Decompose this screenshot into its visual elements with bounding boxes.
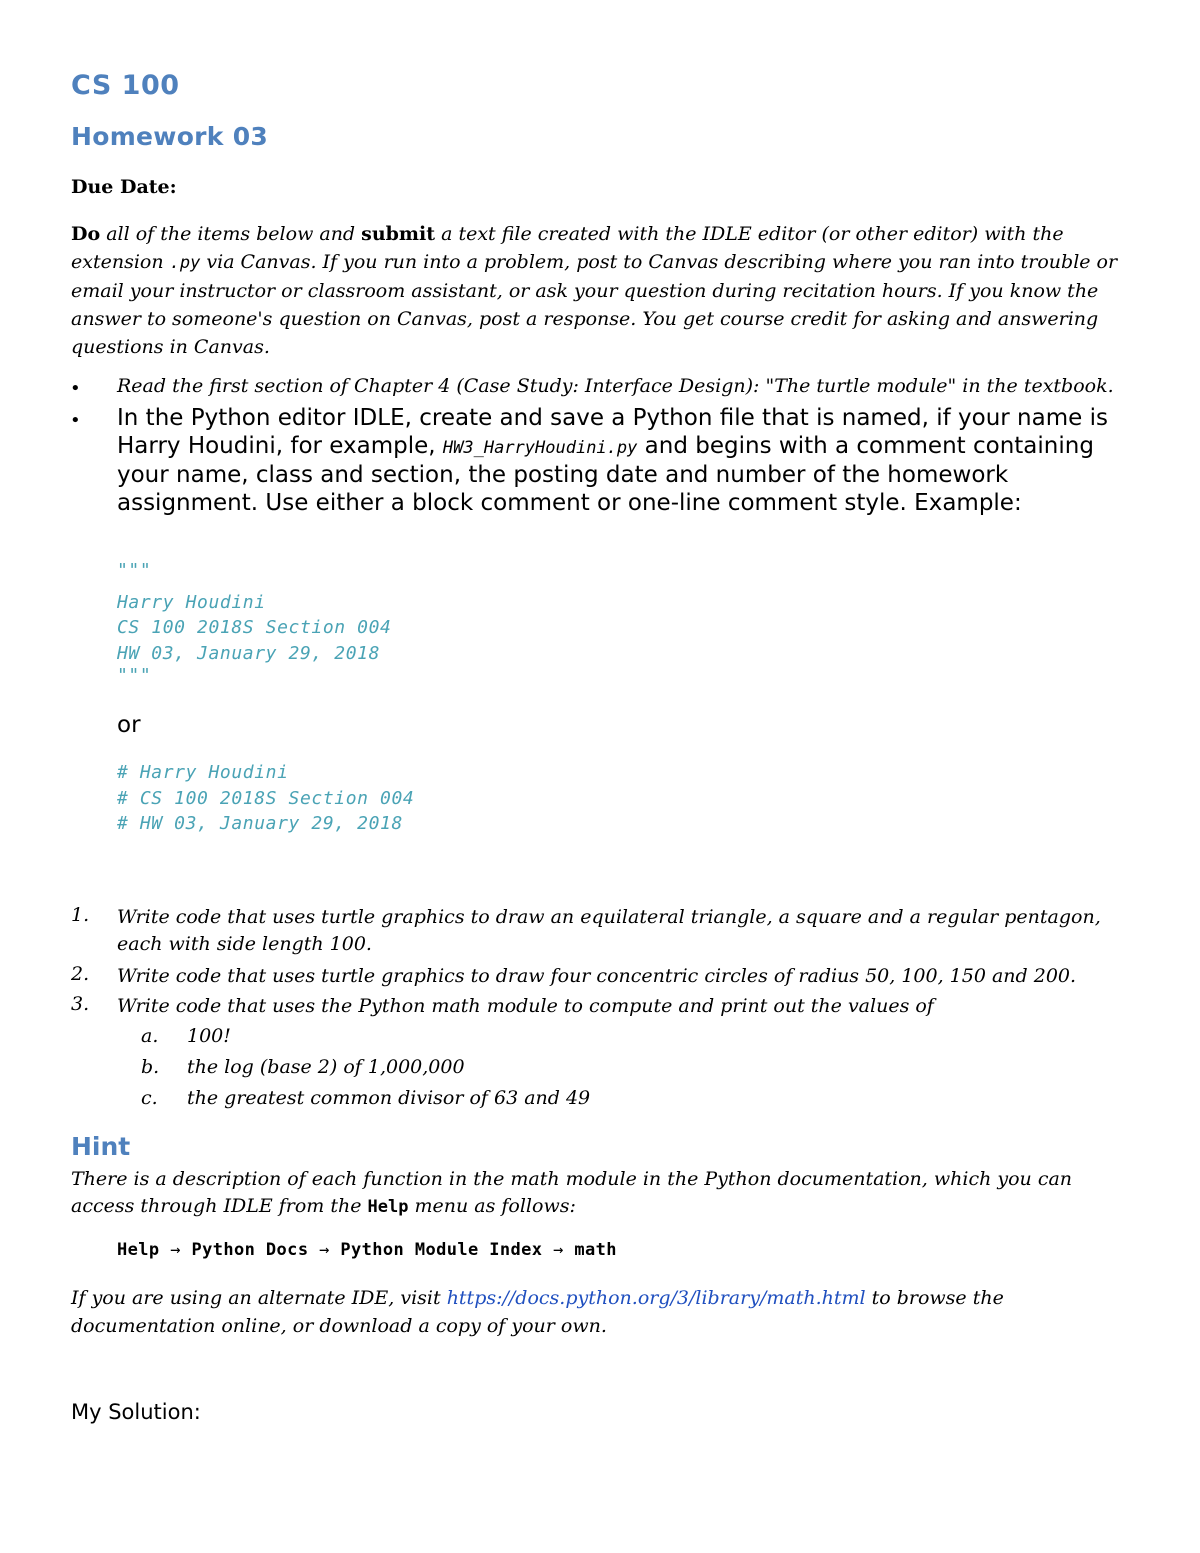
task-text: Write code that uses the Python math module to compute and print out the values of xyxy=(117,995,934,1017)
block-comment-open: """ xyxy=(117,560,152,581)
subtask-letter: b. xyxy=(141,1056,160,1078)
alternate-ide-paragraph xyxy=(71,1284,1131,1340)
bullet-marker: • xyxy=(70,410,81,431)
subtask-text: the log (base 2) of 1,000,000 xyxy=(187,1056,465,1078)
task-number: 1. xyxy=(71,904,90,926)
subtask-text: 100! xyxy=(187,1025,231,1047)
subtask-text: the greatest common divisor of 63 and 49 xyxy=(187,1087,591,1109)
arrow-right-icon: → xyxy=(553,1240,564,1260)
intro-extension: .py xyxy=(169,253,201,273)
homework-title: Homework 03 xyxy=(71,122,269,151)
hint-text-2: menu as follows: xyxy=(408,1195,576,1217)
arrow-right-icon: → xyxy=(170,1240,181,1260)
line-comment: # HW 03, January 29, 2018 xyxy=(117,813,403,834)
or-label: or xyxy=(117,712,141,738)
course-title: CS 100 xyxy=(71,70,180,101)
arrow-right-icon: → xyxy=(319,1240,330,1260)
task-text: Write code that uses turtle graphics to draw an equilateral triangle, a square and a regular pentagon, each with side length 100. xyxy=(117,906,1101,955)
hint-paragraph xyxy=(71,1166,1131,1221)
due-date-label: Due Date: xyxy=(71,176,177,198)
my-solution-label: My Solution: xyxy=(71,1400,201,1424)
example-filename: HW3_HarryHoudini.py xyxy=(442,437,638,458)
bullet-item-reading: Read the first section of Chapter 4 (Case Study: Interface Design): "The turtle module" in the textbook. xyxy=(117,375,1114,397)
bullet-item-text-2: and begins with a comment containing your name, class and section, the posting date and number of the homework assignment. Use either a block comment or one-line comment style. Example: xyxy=(117,432,1094,516)
menu-python-docs: Python Docs xyxy=(191,1240,309,1260)
subtask-letter: a. xyxy=(141,1025,159,1047)
block-comment-line: HW 03, January 29, 2018 xyxy=(117,643,381,664)
intro-text-2: a text file created with the IDLE editor (or other editor) with the extension xyxy=(71,223,1064,273)
block-comment-close: """ xyxy=(117,665,152,686)
line-comment: # CS 100 2018S Section 004 xyxy=(117,788,415,809)
block-comment-line: Harry Houdini xyxy=(117,592,266,613)
menu-path xyxy=(117,1240,617,1260)
line-comment: # Harry Houdini xyxy=(117,762,289,783)
help-menu-word: Help xyxy=(367,1197,409,1217)
alt-text-2: to browse the documentation online, or download a copy of your own. xyxy=(71,1287,1004,1337)
bullet-item-text-1: In the Python editor IDLE, create and save a Python file that is named, if your name is Harry Houdini, for example, xyxy=(117,405,1108,459)
intro-text-3: via Canvas. If you run into a problem, post to Canvas describing where you ran into trouble or email your instructor or classroom assistant, or ask your question during recitation hours. If you know the answer to someone's question on Canvas, post a response. You get course credit for asking and answering questions in Canvas. xyxy=(71,251,1118,358)
hint-heading: Hint xyxy=(71,1132,131,1161)
intro-do-word: Do xyxy=(71,223,101,245)
menu-module-index: Python Module Index xyxy=(340,1240,543,1260)
task-text: Write code that uses turtle graphics to draw four concentric circles of radius 50, 100, 150 and 200. xyxy=(117,965,1077,987)
bullet-item-create-file xyxy=(117,405,1127,517)
block-comment-line: CS 100 2018S Section 004 xyxy=(117,617,392,638)
task-number: 2. xyxy=(71,963,90,985)
hint-text-1: There is a description of each function in the math module in the Python documentation, which you can access through IDLE from the xyxy=(71,1168,1073,1217)
subtask-letter: c. xyxy=(141,1087,158,1109)
menu-math: math xyxy=(574,1240,617,1260)
menu-help: Help xyxy=(117,1240,160,1260)
alt-text-1: If you are using an alternate IDE, visit xyxy=(71,1287,447,1309)
task-number: 3. xyxy=(71,993,90,1015)
python-docs-link[interactable]: https://docs.python.org/3/library/math.html xyxy=(446,1287,866,1309)
intro-text-1: all of the items below and xyxy=(100,223,362,245)
bullet-marker: • xyxy=(70,378,81,399)
intro-paragraph xyxy=(71,220,1131,361)
intro-submit-word: submit xyxy=(361,223,436,245)
